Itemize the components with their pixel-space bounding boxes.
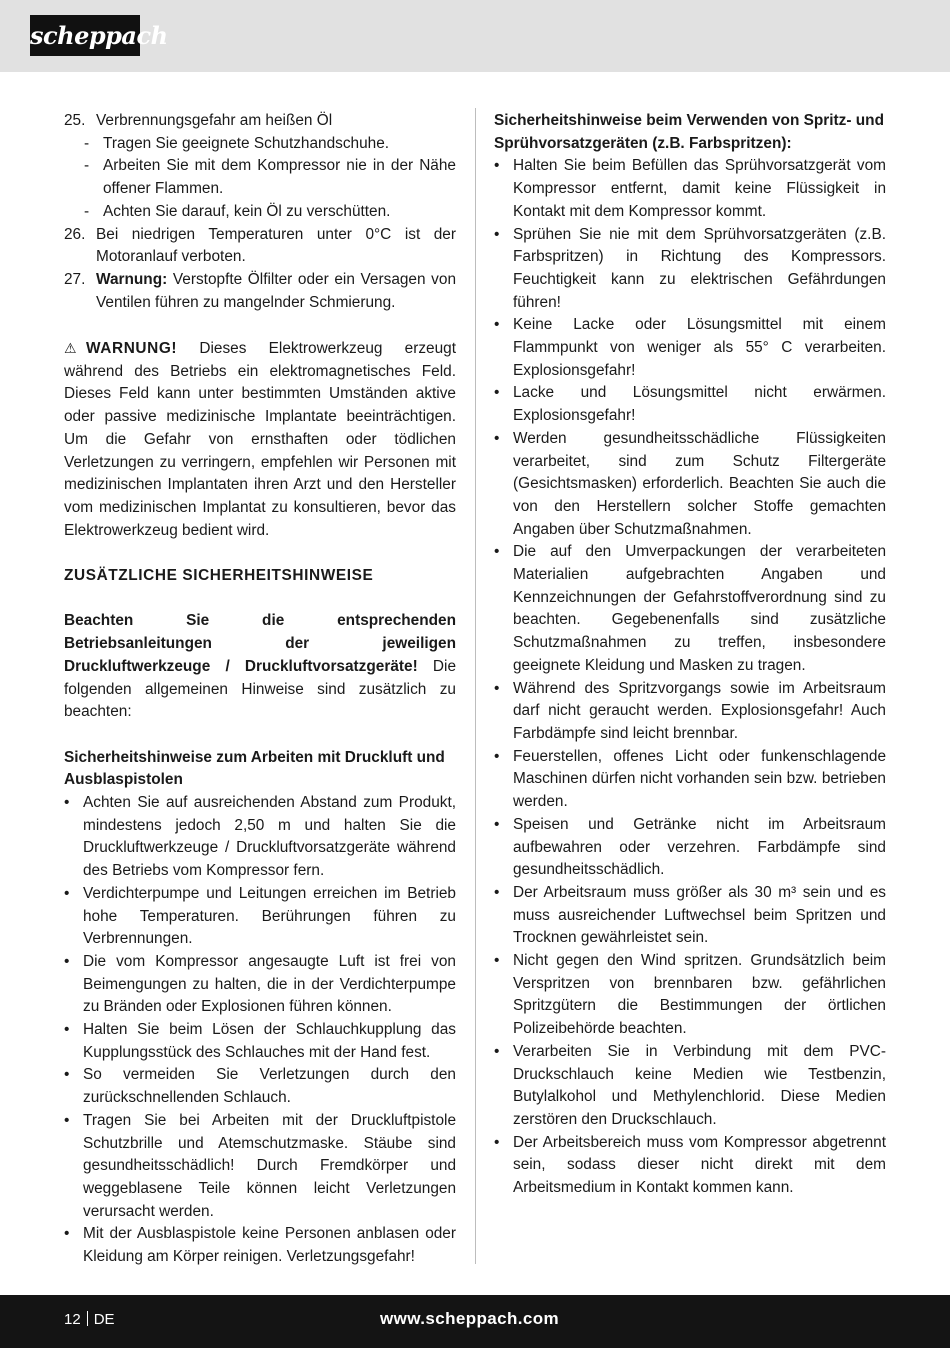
bullet-text: Feuerstellen, offenes Licht oder funkenschlagende Maschinen dürfen nicht vorhanden sein bzw. betrieben werden. [513,747,886,811]
warning-triangle-icon: ⚠ [64,340,77,357]
bullet-item [494,541,886,677]
warning-heading: WARNUNG! [86,340,178,358]
bullet-dot: • [494,1042,500,1060]
bullet-item [494,314,886,382]
bullet-dot: • [494,679,500,697]
bullet-text: Tragen Sie bei Arbeiten mit der Druckluftpistole Schutzbrille und Atemschutzmaske. Stäube sind gesundheitsschädlich! Durch Fremdkörper und weggeblasene Teile können leicht Verletzungen verursacht werden. [83,1111,456,1220]
column-divider [475,108,476,1264]
bullet-text: Während des Spritzvorgangs sowie im Arbeitsraum darf nicht geraucht werden. Explosionsgefahr! Auch Farbdämpfe sind leicht brennbar. [513,679,886,742]
bullet-dot: • [494,384,500,402]
section-heading-spray: Sicherheitshinweise beim Verwenden von Spritz- und Sprühvorsatzgeräten (z.B. Farbspritzen): [494,112,884,152]
bullet-text: Werden gesundheitsschädliche Flüssigkeiten verarbeitet, sind zum Schutz Filtergeräte (Gesichtsmasken) erforderlich. Beachten Sie auch die von den Herstellern solcher Stoffe gemachten Angaben über Schutzmaßnahmen. [513,429,886,538]
bullet-item [494,678,886,746]
sub-item-text: Tragen Sie geeignete Schutzhandschuhe. [103,134,390,152]
bullet-item [494,224,886,315]
bullet-text: Halten Sie beim Lösen der Schlauchkupplung das Kupplungsstück des Schlauches mit der Hand fest. [83,1021,456,1061]
language-code: DE [93,1311,115,1328]
bullet-text: Lacke und Lösungsmittel nicht erwärmen. Explosionsgefahr! [513,384,886,425]
sub-item [64,201,456,224]
item-text [96,269,456,314]
scheppach-logo: scheppach [30,15,140,56]
intro-paragraph [64,610,456,724]
bullet-dot: • [64,794,70,812]
bullet-item [64,1223,456,1268]
page-header [0,0,950,72]
bullet-dot: • [494,883,500,901]
bullet-text: Der Arbeitsraum muss größer als 30 m³ sein und es muss ausreichender Luftwechsel beim Spritzen und Trocknen gewährleistet sein. [513,883,886,947]
bullet-item [64,1064,456,1109]
bullet-text: Halten Sie beim Befüllen das Sprühvorsatzgerät vom Kompressor entfernt, damit keine Flüssigkeit in Kontakt mit dem Kompressor kommt. [513,157,886,220]
bullet-dot: • [64,884,70,902]
intro-text: Die folgenden allgemeinen Hinweise sind zusätzlich zu beachten: [64,657,456,721]
emf-warning [64,337,456,542]
bullet-item [64,1019,456,1064]
bullet-dot: • [64,1066,70,1084]
section-heading-additional: ZUSÄTZLICHE SICHERHEITSHINWEISE [64,567,374,585]
bullet-item [494,428,886,542]
right-column [494,110,886,1200]
list-item-26 [64,224,456,269]
page-footer [0,1295,950,1348]
bullet-item [494,814,886,882]
bullet-text: Verdichterpumpe und Leitungen erreichen im Betrieb hohe Temperaturen. Berührungen führen zu Verbrennungen. [83,884,456,948]
bullet-text: Die vom Kompressor angesaugte Luft ist frei von Beimengungen zu halten, die in der Verdichterpumpe zu Bränden oder Explosionen führen können. [83,952,456,1016]
dash-bullet: - [84,202,90,220]
bullet-dot: • [64,952,70,970]
bullet-dot: • [494,747,500,765]
bullet-dot: • [494,429,500,447]
bullet-item [64,951,456,1019]
list-item-27 [64,269,456,314]
item-text: Bei niedrigen Temperaturen unter 0°C ist der Motoranlauf verboten. [96,225,456,266]
bullet-text: Keine Lacke oder Lösungsmittel mit einem Flammpunkt von weniger als 55° C verarbeiten. Explosionsgefahr! [513,316,886,379]
item-number: 25. [64,112,86,129]
dash-bullet: - [84,134,90,152]
bullet-dot: • [494,543,500,561]
warning-text: Dieses Elektrowerkzeug erzeugt während des Betriebs ein elektromagnetisches Feld. Dieses Feld kann unter bestimmten Umständen aktive oder passive medizinische Implantate beeinträchtigen. Um die Gefahr von ernsthaften oder tödlichen Verletzungen zu verringern, empfehlen wir Personen mit medizinischen Implantaten ihren Arzt und den Hersteller vom medizinischen Implantat zu konsultieren, bevor das Elektrowerkzeug bedient wird. [64,340,456,539]
bullet-item [64,1110,456,1224]
list-item-25 [64,110,456,133]
bullet-dot: • [494,316,500,334]
bullet-text: So vermeiden Sie Verletzungen durch den zurückschnellenden Schlauch. [83,1066,456,1107]
bullet-item [494,1132,886,1200]
item-number: 27. [64,270,86,288]
bullet-dot: • [494,1133,500,1151]
bullet-text: Speisen und Getränke nicht im Arbeitsraum aufbewahren oder verzehren. Farbdämpfe sind gesundheitsschädlich. [513,815,886,879]
sub-item-text: Arbeiten Sie mit dem Kompressor nie in der Nähe offener Flammen. [103,157,456,198]
page-number-value: 12 [64,1311,81,1328]
bullet-dot: • [64,1225,70,1243]
sub-item-text: Achten Sie darauf, kein Öl zu verschütten. [103,202,391,220]
warning-label: Warnung: [96,270,168,288]
intro-bold: Beachten Sie die entsprechenden Betriebsanleitungen der jeweiligen Druckluftwerkzeuge / Druckluftvorsatzgeräte! [64,612,456,675]
bullet-text: Mit der Ausblaspistole keine Personen anblasen oder Kleidung am Körper reinigen. Verletzungsgefahr! [83,1225,456,1266]
footer-separator [87,1311,88,1326]
bullet-dot: • [494,157,500,175]
bullet-item [494,746,886,814]
bullet-text: Achten Sie auf ausreichenden Abstand zum Produkt, mindestens jedoch 2,50 m und halten Sie die Druckluftwerkzeuge / Druckluftvorsatzgeräte während des Betriebs vom Kompressor fern. [83,794,456,880]
dash-bullet: - [84,157,90,175]
section-heading-compressed-air: Sicherheitshinweise zum Arbeiten mit Druckluft und Ausblaspistolen [64,748,445,789]
bullet-item [64,792,456,883]
item-body: Verstopfte Ölfilter oder ein Versagen von Ventilen führen zu mangelnder Schmierung. [96,270,456,311]
bullet-text: Verarbeiten Sie in Verbindung mit dem PVC-Druckschlauch keine Medien wie Testbenzin, Butylalkohol und Methylenchlorid. Diese Medien zerstören den Druckschlauch. [513,1042,886,1128]
website-link[interactable]: www.scheppach.com [380,1309,560,1328]
sub-item [64,133,456,156]
bullet-item [494,1041,886,1132]
bullet-item [494,382,886,427]
item-text: Verbrennungsgefahr am heißen Öl [96,112,333,129]
bullet-item [494,155,886,223]
left-column [64,110,456,1269]
bullet-text: Nicht gegen den Wind spritzen. Grundsätzlich beim Verspritzen von brennbaren bzw. gefährlichen Spritzgütern die Bestimmungen der örtlichen Polizeibehörde beachten. [513,952,886,1038]
item-number: 26. [64,225,86,243]
bullet-text: Der Arbeitsbereich muss vom Kompressor abgetrennt sein, sodass dieser nicht direkt mit dem Arbeitsmedium in Kontakt kommen kann. [513,1133,886,1197]
bullet-dot: • [64,1021,70,1039]
bullet-item [494,950,886,1041]
bullet-dot: • [494,815,500,833]
page-number [64,1311,115,1328]
bullet-text: Die auf den Umverpackungen der verarbeiteten Materialien aufgebrachten Angaben und Kennzeichnungen der Gefahrstoffverordnung sind zu beachten. Gegebenenfalls sind zusätzliche Schutzmaßnahmen zu treffen, insbesondere geeignete Kleidung und Masken zu tragen. [513,543,886,674]
bullet-text: Sprühen Sie nie mit dem Sprühvorsatzgeräten (z.B. Farbspritzen) in Richtung des Kompressors. Feuchtigkeit kann zu elektrischen Gefährdungen führen! [513,225,886,311]
sub-item [64,155,456,200]
bullet-item [64,883,456,951]
bullet-dot: • [494,952,500,970]
bullet-item [494,882,886,950]
bullet-dot: • [64,1111,70,1129]
bullet-dot: • [494,225,500,243]
